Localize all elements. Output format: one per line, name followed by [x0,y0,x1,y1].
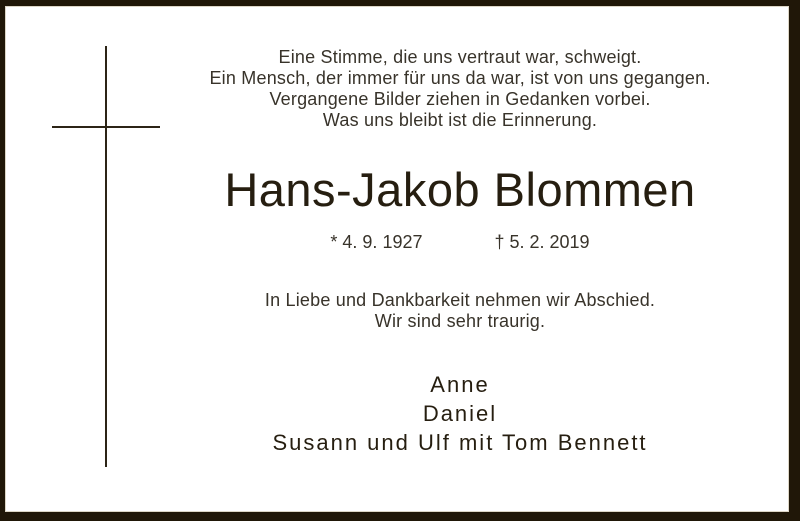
epigraph-line-1: Eine Stimme, die uns vertraut war, schweigt. [278,47,642,67]
epigraph-line-3: Vergangene Bilder ziehen in Gedanken vorbei. [269,89,651,109]
farewell-text [120,290,800,332]
mourner-2: Daniel [422,401,498,426]
death-date: † 5. 2. 2019 [494,232,590,252]
life-dates [120,231,800,253]
epigraph-line-4: Was uns bleibt ist die Erinnerung. [322,110,598,130]
mourners-list [120,370,800,457]
cross-vertical-bar [105,46,107,467]
farewell-line-1: In Liebe und Dankbarkeit nehmen wir Abschied. [264,290,656,310]
birth-date: * 4. 9. 1927 [330,232,423,252]
farewell-line-2: Wir sind sehr traurig. [374,311,546,331]
epigraph-line-2: Ein Mensch, der immer für uns da war, ist von uns gegangen. [209,68,711,88]
epigraph [120,47,800,131]
mourner-3: Susann und Ulf mit Tom Bennett [272,430,648,455]
deceased-name: Hans-Jakob Blommen [224,163,696,216]
mourner-1: Anne [430,372,490,397]
